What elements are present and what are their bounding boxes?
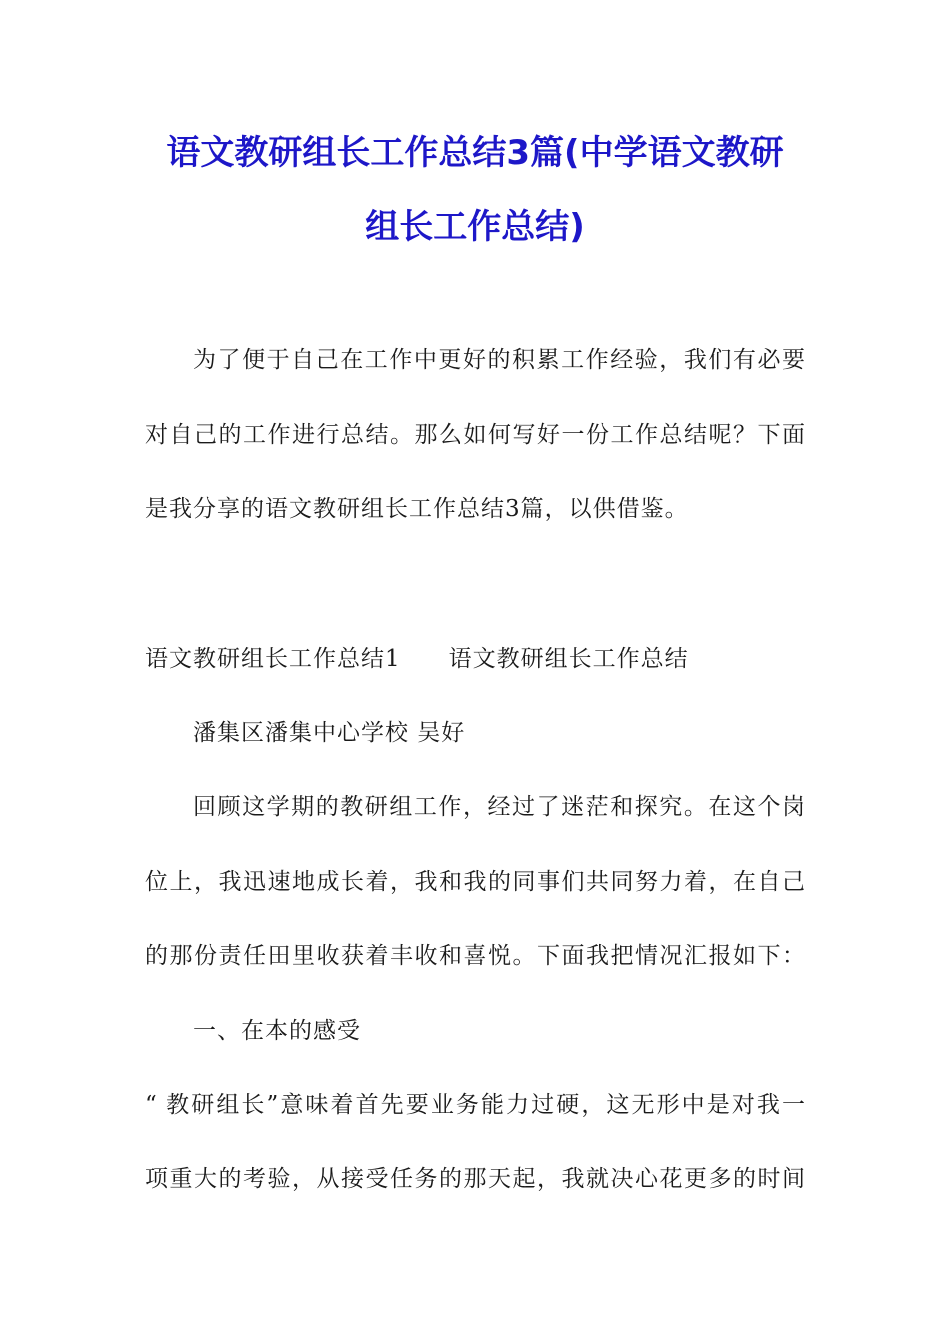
document-title-line-2: 组长工作总结)	[365, 207, 585, 247]
intro-line-3: 是我分享的语文教研组长工作总结3篇，以供借鉴。	[145, 496, 689, 522]
author-line: 潘集区潘集中心学校 吴好	[193, 720, 466, 746]
para-2-line-1: “ 教研组长”意味着首先要业务能力过硬，这无形中是对我一	[145, 1092, 805, 1118]
section-1-heading: 语文教研组长工作总结1	[145, 646, 401, 672]
intro-line-2: 对自己的工作进行总结。那么如何写好一份工作总结呢？下面	[145, 422, 805, 448]
heading-one: 一、在本的感受	[193, 1018, 361, 1044]
para-1-line-3: 的那份责任田里收获着丰收和喜悦。下面我把情况汇报如下：	[145, 943, 805, 969]
para-2-line-2: 项重大的考验，从接受任务的那天起，我就决心花更多的时间	[145, 1166, 805, 1192]
para-1-line-2: 位上，我迅速地成长着，我和我的同事们共同努力着，在自己	[145, 869, 805, 895]
document-title-line-1: 语文教研组长工作总结3篇(中学语文教研	[166, 133, 784, 173]
intro-line-1: 为了便于自己在工作中更好的积累工作经验，我们有必要	[193, 347, 805, 373]
section-heading-line	[145, 646, 805, 672]
para-1-line-1: 回顾这学期的教研组工作，经过了迷茫和探究。在这个岗	[193, 794, 805, 820]
section-1-subtitle: 语文教研组长工作总结	[448, 646, 689, 672]
